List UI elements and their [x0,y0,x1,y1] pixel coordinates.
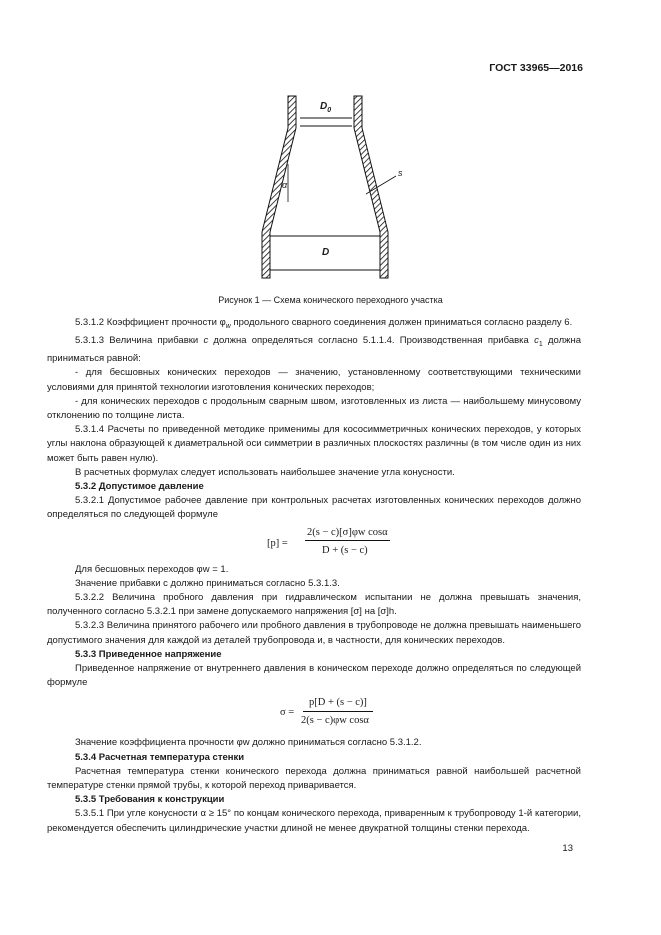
para-5-3-1-3: 5.3.1.3 Величина прибавки c должна определяться согласно 5.1.1.4. Производственная прибавка $c_1$ должна приниматься равной: [47,335,581,365]
para-5-3-2-2: 5.3.2.2 Величина пробного давления при гидравлическом испытании не должна превышать значения, полученного согласно 5.3.2.1 при замене допускаемого напряжения [σ] на [σ]h. [47,592,581,618]
label-d0: $D_0$ [320,101,332,114]
label-d: D [322,247,330,258]
heading-5-3-5: 5.3.5 Требования к конструкции [75,794,225,806]
para-phi-value: Значение коэффициента прочности φw должно приниматься согласно 5.3.1.2. [75,737,422,749]
para-seamless-phi: Для бесшовных переходов φw = 1. [75,563,229,575]
para-seamless: - для бесшовных конических переходов — значению, установленному соответствующими техническими условиями для принятой технологии изготовления конических переходов; [47,367,581,393]
heading-5-3-3: 5.3.3 Приведенное напряжение [75,648,222,660]
para-5-3-1-4: 5.3.1.4 Расчеты по приведенной методике применимы для кососимметричных конических переходов, у которых углы наклона образующей к диаметральной оси симметрии в различных плоскостях различны (в том числе один из них может быть равен нулю). [47,424,581,464]
formula-pressure: [p] = 2(s − c)[σ]φw cosα D + (s − c) [267,526,388,556]
para-5-3-2-1: 5.3.2.1 Допустимое рабочее давление при контрольных расчетах изготовленных конических переходов должно определяться по следующей формуле [47,495,581,521]
para-5-3-5-1: 5.3.5.1 При угле конусности α ≥ 15° по концам конического перехода, приваренным к трубопроводу 1-й категории, рекомендуется обеспечить цилиндрические участки длиной не менее двукратной толщины стенки перехода. [47,808,581,834]
heading-5-3-2: 5.3.2 Допустимое давление [75,481,204,493]
standard-header: ГОСТ 33965—2016 [489,62,583,74]
document-body [47,316,581,836]
label-s: s [398,168,403,178]
para-5-3-1-2: 5.3.1.2 Коэффициент прочности $\varphi_w$ продольного сварного соединения должен приниматься согласно разделу 6. [75,317,573,330]
figure-caption: Рисунок 1 — Схема конического переходного участка [218,295,443,305]
para-welded: - для конических переходов с продольным сварным швом, изготовленных из листа — наибольшему минусовому отклонению по толщине листа. [47,395,581,421]
para-reduced-stress: Приведенное напряжение от внутреннего давления в коническом переходе должно определяться по следующей формуле [47,663,581,689]
cone-diagram [244,90,414,290]
para-cone-angle: В расчетных формулах следует использовать наибольшее значение угла конусности. [75,466,455,478]
right-wall [354,96,388,278]
left-wall [262,96,296,278]
para-allowance: Значение прибавки c должно приниматься согласно 5.3.1.3. [75,577,340,589]
page-number: 13 [562,843,573,854]
label-alpha: α [282,180,288,190]
heading-5-3-4: 5.3.4 Расчетная температура стенки [75,751,245,763]
para-temperature: Расчетная температура стенки конического перехода должна приниматься равной наибольшей расчетной температуре стенки прямой трубы, к которой переход приваривается. [47,765,581,792]
para-5-3-2-3: 5.3.2.3 Величина принятого рабочего или пробного давления в трубопроводе не должна превышать наименьшего допустимого значения для каждой из деталей трубопровода и, в частности, для конических переходов. [47,620,581,646]
formula-stress: σ = p[D + (s − c)] 2(s − c)φw cosα [47,690,581,736]
